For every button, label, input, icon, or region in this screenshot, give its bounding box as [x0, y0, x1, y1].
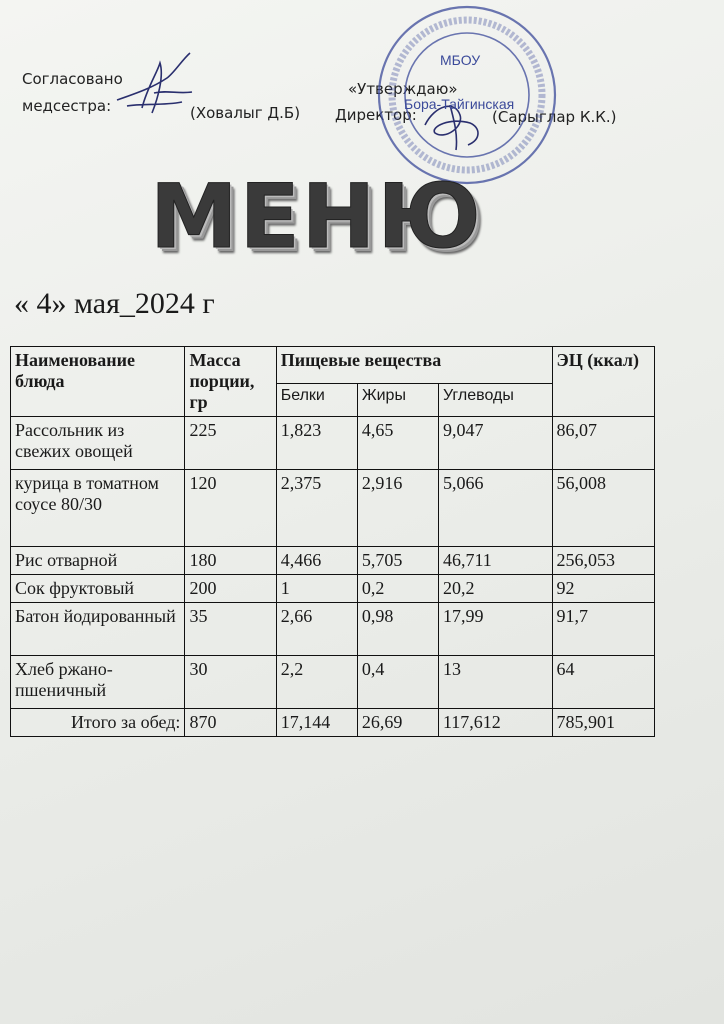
dish-fats: 0,2 — [357, 575, 438, 603]
dish-mass: 120 — [185, 470, 276, 547]
dish-fats: 0,4 — [357, 656, 438, 709]
total-carbs: 117,612 — [438, 709, 552, 737]
director-name: (Сарыглар К.К.) — [492, 108, 617, 126]
total-energy: 785,901 — [552, 709, 654, 737]
dish-name: Батон йодированный — [11, 603, 185, 656]
school-stamp — [372, 0, 562, 190]
header-dish-name: Наименование блюда — [11, 347, 185, 417]
nurse-signature — [112, 48, 202, 128]
table-row — [11, 470, 655, 547]
dish-carbs: 9,047 — [438, 417, 552, 470]
dish-proteins: 2,2 — [276, 656, 357, 709]
dish-fats: 5,705 — [357, 547, 438, 575]
dish-mass: 225 — [185, 417, 276, 470]
director-label: Директор: — [335, 106, 417, 124]
dish-name: курица в томатном соусе 80/30 — [11, 470, 185, 547]
nurse-label: медсестра: — [22, 97, 112, 115]
approve-label: «Утверждаю» — [348, 80, 458, 98]
nurse-name: (Ховалыг Д.Б) — [190, 104, 301, 122]
dish-name: Рассольник из свежих овощей — [11, 417, 185, 470]
table-row — [11, 603, 655, 656]
stamp-line-1: МБОУ — [440, 52, 481, 68]
header-energy: ЭЦ (ккал) — [552, 347, 654, 417]
total-proteins: 17,144 — [276, 709, 357, 737]
dish-name: Хлеб ржано-пшеничный — [11, 656, 185, 709]
agreed-label: Согласовано — [22, 70, 123, 88]
dish-proteins: 1 — [276, 575, 357, 603]
dish-carbs: 17,99 — [438, 603, 552, 656]
menu-date: « 4» мая_2024 г — [14, 287, 215, 320]
dish-fats: 4,65 — [357, 417, 438, 470]
dish-name: Рис отварной — [11, 547, 185, 575]
table-row — [11, 656, 655, 709]
header-portion-mass: Масса порции, гр — [185, 347, 276, 417]
dish-mass: 180 — [185, 547, 276, 575]
header-proteins: Белки — [276, 383, 357, 416]
stamp-line-2: Бора-Тайгинская — [404, 96, 515, 112]
dish-energy: 91,7 — [552, 603, 654, 656]
dish-fats: 0,98 — [357, 603, 438, 656]
dish-carbs: 20,2 — [438, 575, 552, 603]
header-nutrients: Пищевые вещества — [276, 347, 552, 384]
total-fats: 26,69 — [357, 709, 438, 737]
dish-name: Сок фруктовый — [11, 575, 185, 603]
dish-proteins: 2,66 — [276, 603, 357, 656]
dish-energy: 56,008 — [552, 470, 654, 547]
menu-table — [10, 346, 655, 737]
dish-mass: 30 — [185, 656, 276, 709]
total-row — [11, 709, 655, 737]
table-row — [11, 575, 655, 603]
total-label: Итого за обед: — [11, 709, 185, 737]
dish-fats: 2,916 — [357, 470, 438, 547]
total-mass: 870 — [185, 709, 276, 737]
dish-proteins: 4,466 — [276, 547, 357, 575]
dish-mass: 200 — [185, 575, 276, 603]
dish-carbs: 5,066 — [438, 470, 552, 547]
page-title: МЕНЮ — [150, 165, 483, 268]
table-row — [11, 547, 655, 575]
dish-proteins: 2,375 — [276, 470, 357, 547]
header-carbs: Углеводы — [438, 383, 552, 416]
dish-proteins: 1,823 — [276, 417, 357, 470]
table-row — [11, 417, 655, 470]
dish-carbs: 13 — [438, 656, 552, 709]
dish-energy: 256,053 — [552, 547, 654, 575]
dish-carbs: 46,711 — [438, 547, 552, 575]
dish-energy: 64 — [552, 656, 654, 709]
dish-mass: 35 — [185, 603, 276, 656]
dish-energy: 86,07 — [552, 417, 654, 470]
header-fats: Жиры — [357, 383, 438, 416]
dish-energy: 92 — [552, 575, 654, 603]
